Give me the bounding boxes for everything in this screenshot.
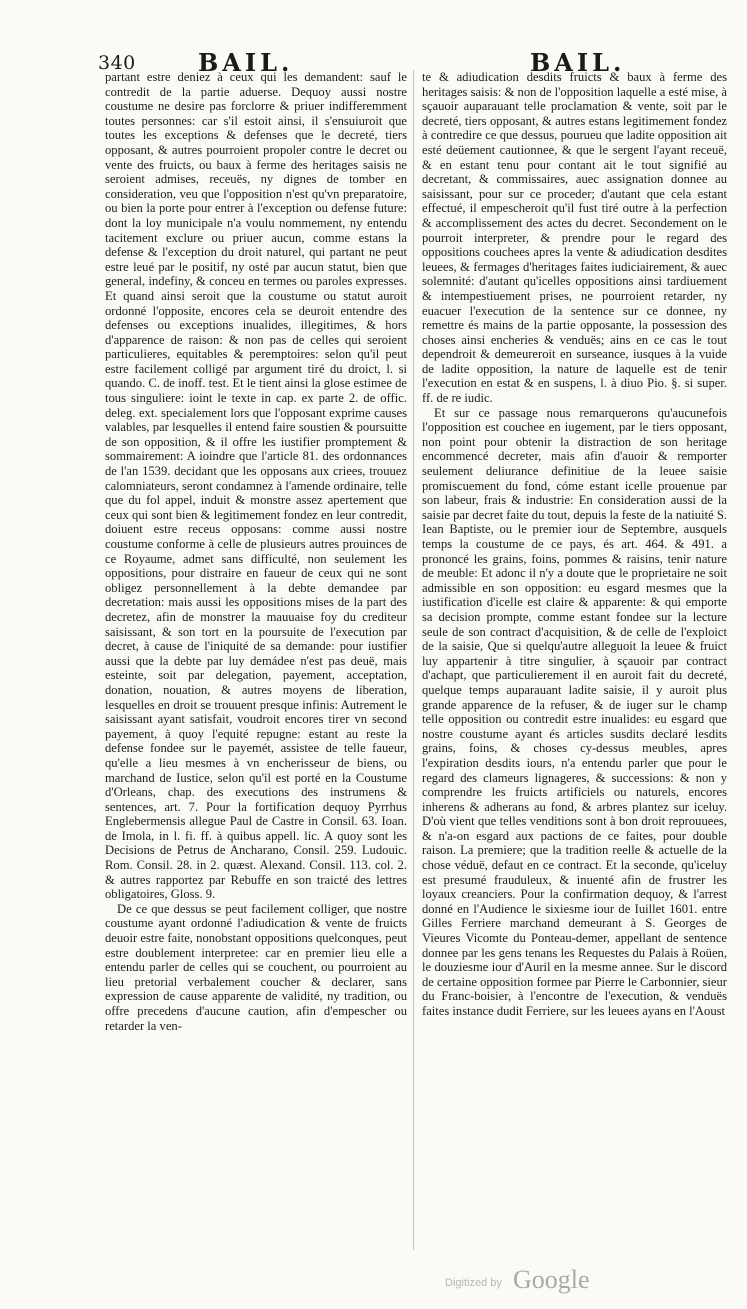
running-head-left: BAIL. — [198, 48, 294, 77]
paragraph: partant estre deniez à ceux qui les demandent: sauf le contredit de la partie aduerse. Dequoy aussi nostre coustume ne desire pas forclorre & priuer indifferemment toutes personnes: car s'il estoit ainsi, il s'ensuiuroit que toutes les exceptions & defenses que le decreté, tiers opposant, & autres pourroient propoler contre le decret ou vente des fruicts, ou baux à ferme des heritages saisis ne seroient admises, receuës, ny dignes de tomber en consideration, veu que l'opposition n'est qu'vn preparatoire, ou bien la porte pour entrer à l'exception ou defense future: dont la loy municipale n'a voulu nommement, ny entendu tacitement exclure ou priuer aucun, comme estans la defense & l'exception du droit naturel, qui partant ne peut estre leué par le positif, ny osté par aucun statut, bien que general, indefiny, & conceu en termes ou paroles expresses. Et quand ainsi seroit que la coustume ou statut auroit ordonné l'opposite, encores cela se deuroit entendre des defenses ou exceptions inualides, illegitimes, & hors d'apparence de raison: & non pas de celles qui seroient particulieres, equitables & peremptoires: selon qu'il peut estre facilement colligé par argument tiré du droict, l. si quando. C. de inoff. test. Et le tient ainsi la glose estimee de tous singuliere: ioint le texte in cap. ex parte 2. de offic. deleg. ext. specialement lors que l'opposant exprime causes valables, par lesquelles il entend faire soustien & poursuitte de son opposition, & il offre les iustifier promptement & sommairement: A ioindre que l'article 81. des ordonnances de l'an 1539. decidant que les opposans aux criees, trouuez calomniateurs, seront condamnez à l'amende ordinaire, telle que du fol appel, induit & monstre assez apertement que ceux qui sont bien & legitimement fondez en leur contredit, doiuent estre receus opposans: comme aussi nostre coustume conforme à celle de plusieurs autres prouinces de ce Royaume, admet sans difficulté, non seulement les oppositions, pour distraire en faueur de ceux qui ne sont obligez personnellement à la debte demandee par decretation: mais aussi les oppositions mises de la part des decretez, afin de monstrer la mauuaise foy du crediteur saisissant, & son tort en la poursuite de l'execution par decret, à cause de l'iniquité de sa demande: pour iustifier aussi que la debte par luy demádee n'est pas deuë, mais esteinte, soit par delegation, payement, acceptation, donation, nouation, & autres moyens de liberation, lesquelles en droit se trouuent presque infinis: Autrement le saisissant ayant satisfait, voudroit encores tirer vn second payement, à quoy l'equité repugne: estant au reste la defense fondee sur le payemét, assistee de telle faueur, qu'elle a lieu mesmes à vn encherisseur de biens, ou marchand de Iustice, selon qu'il est porté en la Coustume d'Orleans, chap. des executions des instrumens & sentences, art. 7. Pour la fortification dequoy Pyrrhus Englebermensis allegue Paul de Castre in Consil. 63. Ioan. de Imola, in l. fi. ff. à quibus appell. lic. A quoy sont les Decisions de Petrus de Ancharano, Consil. 259. Ludouic. Rom. Consil. 28. in 2. quæst. Alexand. Consil. 113. col. 2. & autres rapportez par Rebuffe en son traicté des lettres obligatoires, Gloss. 9. — [105, 70, 407, 902]
running-head-right: BAIL. — [530, 48, 626, 77]
paragraph: te & adiudication desdits fruicts & baux à ferme des heritages saisis: & non de l'opposition laquelle a esté mise, à sçauoir auparauant telle proclamation & vente, soit par le decreté, tiers opposant, & autres estans legitimement fondez à contredire ce que dessus, pourueu que ladite opposition ait esté deüement cautionnee, & que le sergent l'ayant receuë, & en estant tenu pour contant ait le tout signifié au decretant, & commissaires, auec assignation donnee au saisissant, pour sur ce proceder; d'autant que cela estant effectué, il empescheroit qu'il fust tiré outre à la perfection & accomplissement des actes du decret. Secondement on le pourroit interpreter, & prendre pour le regard des oppositions couchees apres la vente & adiudication desdites leuees, & fermages d'heritages faites iudiciairement, & auec solemnité: d'autant qu'icelles oppositions ainsi tardiuement & intempestiuement prises, ne pourroient retarder, ny euacuer l'execution de la sentence sur ce donnee, ny remettre és mains de la partie opposante, la possession des choses ainsi encheries & venduës; ains en ce cas le tout dependroit & demeureroit en surseance, iusques à la vuide de ladite opposition, la nature de laquelle est de tenir l'execution en estat & en suspens, l. à diuo Pio. §. si super. ff. de re iudic. — [422, 70, 727, 406]
left-text-column — [105, 70, 407, 1033]
google-logo: Google — [513, 1265, 590, 1294]
page-number: 340 — [98, 52, 136, 74]
digitization-watermark — [445, 1265, 645, 1295]
paragraph: De ce que dessus se peut facilement colliger, que nostre coustume ayant ordonné l'adiudication & vente de fruicts deuoir estre faite, nonobstant oppositions quelconques, peut estre doublement interpretee: car en premier lieu elle a entendu parler de celles qui se couchent, ou pourroient au lieu pretorial verbalement coucher & declarer, sans expression de cause apparente de validité, ny tradition, ou offre precedens d'aucune caution, afin d'empescher ou retarder la ven- — [105, 901, 407, 1033]
digitized-by-label: Digitized by — [445, 1277, 502, 1289]
right-text-column — [422, 70, 727, 1019]
paragraph: Et sur ce passage nous remarquerons qu'aucunefois l'opposition est couchee en iugement, par le tiers opposant, non point pour obtenir la distraction de son heritage encommencé decreter, mais afin d'auoir & remporter seulement deliurance definitiue de la leuee saisie promiscuement du fond, cóme estant icelle prouenue par son labeur, frais & industrie: En consideration aussi de la saisie par decret faite du tout, depuis la feste de la natiuité S. Iean Baptiste, ou le premier iour de Septembre, ausquels temps la coustume de ce pays, és art. 464. & 491. a prononcé les grains, foins, pommes & raisins, tenir nature de meuble: Et adonc il n'y a doute que le proprietaire ne soit admissible en son opposition: eu esgard mesmes que la iustification d'icelle est claire & apparente: & qui emporte sa decision prompte, comme estant fondee sur la lecture seule de son contract d'acquisition, & de celle de l'exploict de la saisie, Que si quelqu'autre alleguoit la leuee & fruict luy appartenir à titre singulier, à sçauoir par contract d'achapt, que particulierement il en auroit fait du decreté, quelque temps auparauant ladite saisie, il y auroit plus grande apparence de la refuser, & de iuger sur le champ telle opposition ou contredit estre inualides: eu esgard que nostre coustume ayant és articles susdits declaré lesdits grains, foins, & choses cy-dessus meubles, apres l'expiration desdits iours, n'a entendu parler que pour le regard des clameurs lignageres, & successions: & non y comprendre les fruicts artificiels ou naturels, encores inherens & adherans au fond, & arbres plantez sur iceluy. D'où vient que telles venditions sont à bon droit reprouuees, & n'a-on esgard aux pactions de ce faites, pour double raison. La premiere; que la tradition reelle & actuelle de la chose véduë, defaut en ce contract. Et la seconde, qu'iceluy est presumé frauduleux, & inuenté afin de frustrer les loyaux creanciers. Pour la confirmation dequoy, & l'arrest donné en l'Audience le sixiesme iour de Iuillet 1601. entre Gilles Ferriere marchand demeurant à S. Georges de Vieures Vicomte du Ponteau-demer, appellant de sentence donnee par les gens tenans les Requestes du Palais à Roüen, le douziesme iour d'Auril en la mesme annee. Sur le discord de certaine opposition formee par Pierre le Carbonnier, sieur du Franc-boisier, à l'encontre de l'execution, & venduës faites instance dudit Ferriere, sur les leuees ayans en l'Aoust — [422, 405, 727, 1018]
column-divider — [413, 70, 414, 1250]
